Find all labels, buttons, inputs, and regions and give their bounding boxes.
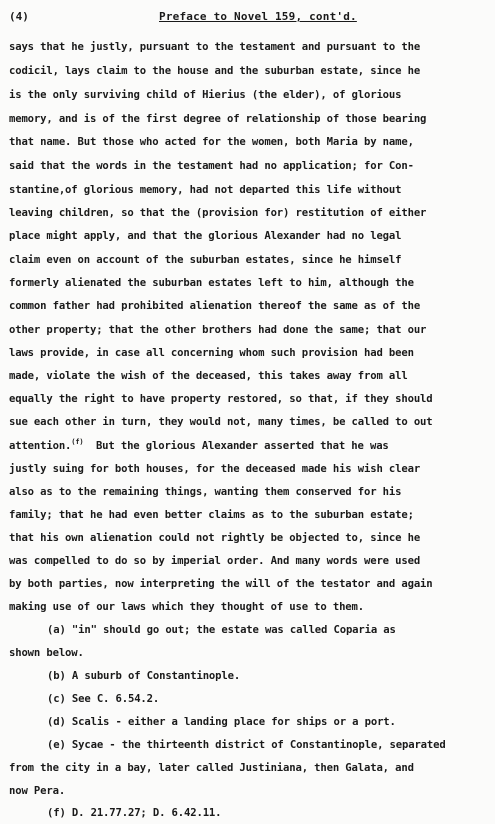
text-fragment: attention. bbox=[9, 440, 72, 452]
text-line: stantine,of glorious memory, had not departed this life without bbox=[9, 184, 402, 196]
footnote-c: (c) See C. 6.54.2. bbox=[47, 693, 160, 705]
text-line: codicil, lays claim to the house and the suburban estate, since he bbox=[9, 65, 421, 77]
footnote-a-continued: shown below. bbox=[9, 647, 84, 659]
footnote-e: (e) Sycae - the thirteenth district of Constantinople, separated bbox=[47, 739, 446, 751]
page-header bbox=[9, 10, 486, 30]
text-line: is the only surviving child of Hierius (the elder), of glorious bbox=[9, 89, 402, 101]
text-line: formerly alienated the suburban estates left to him, although the bbox=[9, 277, 414, 289]
text-line: making use of our laws which they thought of use to them. bbox=[9, 601, 364, 613]
text-line: also as to the remaining things, wanting them conserved for his bbox=[9, 486, 402, 498]
text-line: place might apply, and that the glorious Alexander had no legal bbox=[9, 230, 402, 242]
text-line: common father had prohibited alienation thereof the same as of the bbox=[9, 300, 421, 312]
footnote-e-continued: now Pera. bbox=[9, 785, 66, 797]
footnote-d: (d) Scalis - either a landing place for ships or a port. bbox=[47, 716, 396, 728]
text-line: was compelled to do so by imperial order. And many words were used bbox=[9, 555, 421, 567]
text-line: sue each other in turn, they would not, many times, be called to out bbox=[9, 416, 433, 428]
text-line: said that the words in the testament had no application; for Con- bbox=[9, 160, 414, 172]
footnote-a: (a) "in" should go out; the estate was called Coparia as bbox=[47, 624, 396, 636]
text-line: family; that he had even better claims as to the suburban estate; bbox=[9, 509, 414, 521]
text-line: that his own alienation could not rightly be objected to, since he bbox=[9, 532, 421, 544]
footnote-marker-f: (f) bbox=[71, 438, 84, 446]
running-title: Preface to Novel 159, cont'd. bbox=[159, 10, 357, 23]
text-fragment: But the glorious Alexander asserted that he was bbox=[83, 440, 389, 452]
footnote-e-continued: from the city in a bay, later called Justiniana, then Galata, and bbox=[9, 762, 414, 774]
text-line: justly suing for both houses, for the deceased made his wish clear bbox=[9, 463, 421, 475]
text-line: leaving children, so that the (provision for) restitution of either bbox=[9, 207, 427, 219]
text-line: memory, and is of the first degree of relationship of those bearing bbox=[9, 113, 427, 125]
footnote-f: (f) D. 21.77.27; D. 6.42.11. bbox=[47, 807, 222, 819]
page-number: (4) bbox=[9, 10, 29, 23]
text-line: that name. But those who acted for the women, both Maria by name, bbox=[9, 136, 414, 148]
text-line: claim even on account of the suburban estates, since he himself bbox=[9, 254, 402, 266]
text-line: made, violate the wish of the deceased, this takes away from all bbox=[9, 370, 408, 382]
text-line: other property; that the other brothers had done the same; that our bbox=[9, 324, 427, 336]
text-line-with-footnote bbox=[9, 439, 389, 453]
footnote-b: (b) A suburb of Constantinople. bbox=[47, 670, 241, 682]
text-line: by both parties, now interpreting the will of the testator and again bbox=[9, 578, 433, 590]
text-line: says that he justly, pursuant to the testament and pursuant to the bbox=[9, 41, 421, 53]
text-line: laws provide, in case all concerning whom such provision had been bbox=[9, 347, 414, 359]
text-line: equally the right to have property restored, so that, if they should bbox=[9, 393, 433, 405]
